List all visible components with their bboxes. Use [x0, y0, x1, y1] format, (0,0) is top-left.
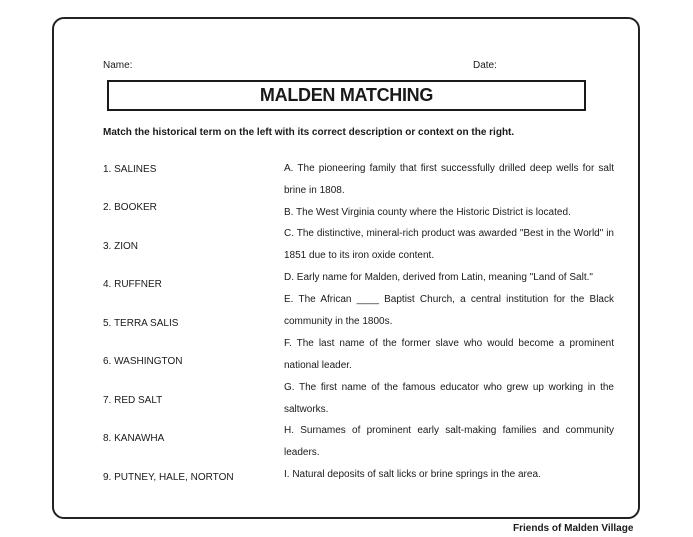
description-b: B. The West Virginia county where the Historic District is located.	[284, 207, 571, 218]
page-title: MALDEN MATCHING	[259, 85, 434, 105]
term-8: 8. KANAWHA	[103, 433, 165, 444]
description-h: H. Surnames of prominent early salt-making families and community leaders.	[284, 425, 614, 458]
description-f: F. The last name of the former slave who would become a prominent national leader.	[284, 338, 614, 371]
term-2: 2. BOOKER	[103, 202, 157, 213]
description-c: C. The distinctive, mineral-rich product was awarded "Best in the World" in 1851 due to its iron oxide content.	[284, 228, 614, 261]
name-label: Name:	[103, 60, 133, 71]
description-i: I. Natural deposits of salt licks or brine springs in the area.	[284, 469, 541, 480]
description-d: D. Early name for Malden, derived from Latin, meaning "Land of Salt."	[284, 272, 593, 283]
footer-credit: Friends of Malden Village	[513, 523, 634, 534]
term-1: 1. SALINES	[103, 164, 157, 175]
title-box	[107, 80, 586, 111]
term-5: 5. TERRA SALIS	[103, 318, 179, 329]
description-a: A. The pioneering family that first successfully drilled deep wells for salt brine in 1808.	[284, 163, 614, 196]
term-9: 9. PUTNEY, HALE, NORTON	[103, 472, 234, 483]
instructions: Match the historical term on the left with its correct description or context on the right.	[103, 127, 515, 138]
term-4: 4. RUFFNER	[103, 279, 162, 290]
term-3: 3. ZION	[103, 241, 139, 252]
term-7: 7. RED SALT	[103, 395, 163, 406]
date-label: Date:	[473, 60, 497, 71]
term-6: 6. WASHINGTON	[103, 356, 183, 367]
description-e: E. The African ____ Baptist Church, a central institution for the Black community in the 1800s.	[284, 294, 614, 327]
description-g: G. The first name of the famous educator who grew up working in the saltworks.	[284, 382, 614, 415]
